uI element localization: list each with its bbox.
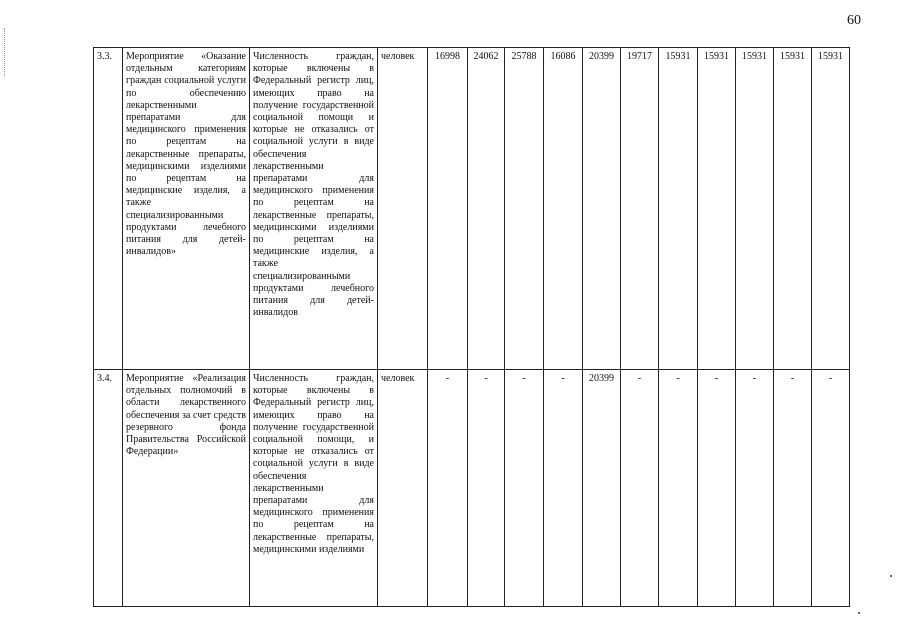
unit-cell: человек [378,48,428,370]
value-cell: 15931 [736,48,774,370]
value-cell: 20399 [583,48,621,370]
value-cell: 25788 [505,48,544,370]
unit-cell: человек [378,370,428,607]
indicator-cell: Численность граждан, которые включены в Федеральный регистр лиц, имеющих право на получение государственной социальной помощи, и которые не отказались от социальной услуги в виде обеспечения лекарственными препаратами для медицинского применения по рецептам на лекарственные препараты, медицинскими изделиями [250,370,378,607]
value-cell: 15931 [698,48,736,370]
indicators-table [93,47,850,607]
scan-speck [890,575,892,577]
row-number: 3.3. [94,48,123,370]
indicator-cell: Численность граждан, которые включены в Федеральный регистр лиц, имеющих право на получение государственной социальной помощи и которые не отказались от социальной услуги в виде обеспечения лекарственными препаратами для медицинского применения по рецептам на лекарственные препараты, медицинскими изделиями по рецептам на медицинские изделия, а также специализированными продуктами лечебного питания для детей-инвалидов [250,48,378,370]
value-cell: 15931 [812,48,850,370]
value-cell: - [659,370,698,607]
value-cell: 15931 [774,48,812,370]
row-number: 3.4. [94,370,123,607]
event-name-cell: Мероприятие «Реализация отдельных полномочий в области лекарственного обеспечения за счет средств резервного фонда Правительства Российской Федерации» [123,370,250,607]
value-cell: - [544,370,583,607]
value-cell: - [505,370,544,607]
scan-speck [858,612,860,614]
value-cell: 20399 [583,370,621,607]
scan-margin-marks [4,28,9,76]
value-cell: - [736,370,774,607]
value-cell: - [698,370,736,607]
event-name-cell: Мероприятие «Оказание отдельным категориям граждан социальной услуги по обеспечению лекарственными препаратами для медицинского применения по рецептам на лекарственные препараты, медицинскими изделиями по рецептам на медицинские изделия, а также специализированными продуктами лечебного питания для детей-инвалидов» [123,48,250,370]
value-cell: 19717 [621,48,659,370]
page-number: 60 [847,13,861,28]
value-cell: - [774,370,812,607]
table-row [94,48,850,370]
value-cell: 24062 [468,48,505,370]
value-cell: - [621,370,659,607]
value-cell: - [428,370,468,607]
value-cell: 16086 [544,48,583,370]
value-cell: - [468,370,505,607]
value-cell: 16998 [428,48,468,370]
value-cell: 15931 [659,48,698,370]
table-row [94,370,850,607]
value-cell: - [812,370,850,607]
